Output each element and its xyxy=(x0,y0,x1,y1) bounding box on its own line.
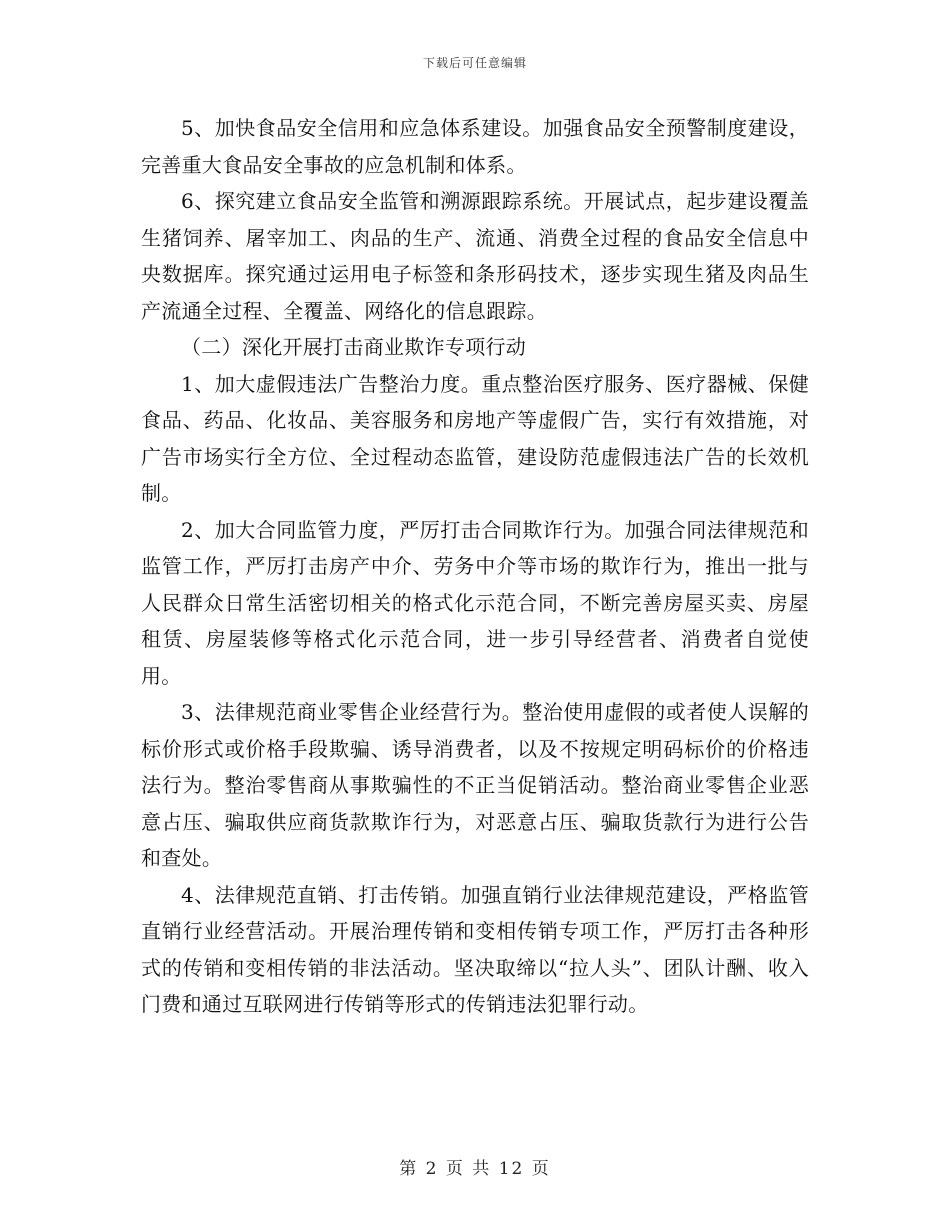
section-heading-commercial-fraud: （二）深化开展打击商业欺诈专项行动 xyxy=(181,335,527,359)
paragraph-item-5-credit-emergency: 5、加快食品安全信用和应急体系建设。加强食品安全预警制度建设，完善重大食品安全事故的应急机制和体系。 xyxy=(141,116,809,177)
page-header: 下载后可任意编辑 xyxy=(422,56,527,70)
page-number-footer: 第 2 页 共 12 页 xyxy=(399,1159,551,1179)
paragraph-item-4-direct-selling: 4、法律规范直销、打击传销。加强直销行业法律规范建设，严格监管直销行业经营活动。开展治理传销和变相传销专项工作，严厉打击各种形式的传销和变相传销的非法活动。坚决取缔以“拉人头”、团队计酬、收入门费和通过互联网进行传销等形式的传销违法犯罪行动。 xyxy=(141,882,809,1016)
paragraph-item-2-contracts: 2、加大合同监管力度，严厉打击合同欺诈行为。加强合同法律规范和监管工作，严厉打击房产中介、劳务中介等市场的欺诈行为，推出一批与人民群众日常生活密切相关的格式化示范合同，不断完善房屋买卖、房屋租赁、房屋装修等格式化示范合同，进一步引导经营者、消费者自觉使用。 xyxy=(141,517,809,688)
paragraph-item-6-traceability: 6、探究建立食品安全监管和溯源跟踪系统。开展试点，起步建设覆盖生猪饲养、屠宰加工、肉品的生产、流通、消费全过程的食品安全信息中央数据库。探究通过运用电子标签和条形码技术，逐步实现生猪及肉品生产流通全过程、全覆盖、网络化的信息跟踪。 xyxy=(141,189,809,323)
document-body xyxy=(141,110,809,1023)
paragraph-item-3-retail: 3、法律规范商业零售企业经营行为。整治使用虚假的或者使人误解的标价形式或价格手段欺骗、诱导消费者，以及不按规定明码标价的价格违法行为。整治零售商从事欺骗性的不正当促销活动。整治商业零售企业恶意占压、骗取供应商货款欺诈行为，对恶意占压、骗取货款行为进行公告和查处。 xyxy=(141,700,809,870)
paragraph-item-1-advertising: 1、加大虚假违法广告整治力度。重点整治医疗服务、医疗器械、保健食品、药品、化妆品、美容服务和房地产等虚假广告，实行有效措施，对广告市场实行全方位、全过程动态监管，建设防范虚假违法广告的长效机制。 xyxy=(141,371,809,505)
